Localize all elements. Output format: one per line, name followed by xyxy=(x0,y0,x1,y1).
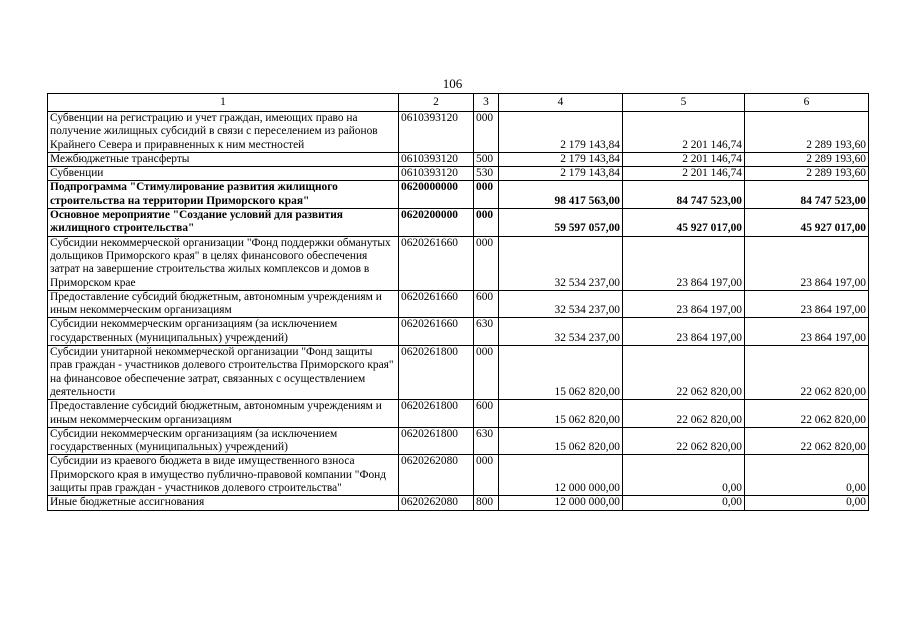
row-value-col6: 0,00 xyxy=(745,496,869,510)
row-code: 0610393120 xyxy=(399,112,474,153)
row-name: Иные бюджетные ассигнования xyxy=(48,496,399,510)
row-value-col5: 84 747 523,00 xyxy=(623,181,745,209)
row-value-col6: 2 289 193,60 xyxy=(745,152,869,166)
row-code: 0610393120 xyxy=(399,167,474,181)
row-expense-type: 000 xyxy=(474,346,499,400)
row-expense-type: 630 xyxy=(474,427,499,455)
row-expense-type: 000 xyxy=(474,455,499,496)
row-value-col4: 32 534 237,00 xyxy=(499,318,623,346)
row-value-col6: 84 747 523,00 xyxy=(745,181,869,209)
row-value-col4: 2 179 143,84 xyxy=(499,167,623,181)
row-value-col5: 0,00 xyxy=(623,496,745,510)
row-code: 0620261660 xyxy=(399,290,474,318)
table-row xyxy=(48,152,869,166)
row-name: Межбюджетные трансферты xyxy=(48,152,399,166)
row-value-col4: 15 062 820,00 xyxy=(499,346,623,400)
row-expense-type: 600 xyxy=(474,290,499,318)
row-value-col5: 22 062 820,00 xyxy=(623,346,745,400)
row-name: Субсидии некоммерческой организации "Фонд поддержки обманутых дольщиков Приморского края" в целях финансового обеспечения затрат на завершение строительства жилых комплексов и домов в Приморском крае xyxy=(48,236,399,290)
row-name: Основное мероприятие "Создание условий для развития жилищного строительства" xyxy=(48,209,399,237)
row-value-col5: 2 201 146,74 xyxy=(623,112,745,153)
row-code: 0620262080 xyxy=(399,496,474,510)
row-code: 0620262080 xyxy=(399,455,474,496)
row-name: Субвенции xyxy=(48,167,399,181)
row-value-col6: 22 062 820,00 xyxy=(745,400,869,428)
row-value-col5: 0,00 xyxy=(623,455,745,496)
row-value-col6: 23 864 197,00 xyxy=(745,318,869,346)
table-row xyxy=(48,346,869,400)
table-row xyxy=(48,236,869,290)
row-value-col5: 22 062 820,00 xyxy=(623,400,745,428)
row-expense-type: 800 xyxy=(474,496,499,510)
table-row xyxy=(48,318,869,346)
row-value-col5: 23 864 197,00 xyxy=(623,236,745,290)
row-code: 0620261800 xyxy=(399,346,474,400)
row-value-col6: 0,00 xyxy=(745,455,869,496)
header-col-3: 3 xyxy=(474,94,499,112)
row-value-col4: 15 062 820,00 xyxy=(499,400,623,428)
row-code: 0620000000 xyxy=(399,181,474,209)
row-expense-type: 000 xyxy=(474,236,499,290)
row-value-col5: 23 864 197,00 xyxy=(623,290,745,318)
header-col-2: 2 xyxy=(399,94,474,112)
row-expense-type: 500 xyxy=(474,152,499,166)
row-code: 0620200000 xyxy=(399,209,474,237)
row-name: Предоставление субсидий бюджетным, автономным учреждениям и иным некоммерческим организациям xyxy=(48,400,399,428)
row-value-col6: 22 062 820,00 xyxy=(745,427,869,455)
page-number: 106 xyxy=(442,76,463,91)
row-value-col4: 59 597 057,00 xyxy=(499,209,623,237)
table-row xyxy=(48,455,869,496)
header-col-4: 4 xyxy=(499,94,623,112)
row-expense-type: 000 xyxy=(474,209,499,237)
row-value-col5: 2 201 146,74 xyxy=(623,152,745,166)
row-value-col4: 12 000 000,00 xyxy=(499,455,623,496)
row-name: Предоставление субсидий бюджетным, автономным учреждениям и иным некоммерческим организациям xyxy=(48,290,399,318)
row-name: Субсидии некоммерческим организациям (за исключением государственных (муниципальных) учреждений) xyxy=(48,318,399,346)
row-value-col5: 2 201 146,74 xyxy=(623,167,745,181)
row-name: Субсидии из краевого бюджета в виде имущественного взноса Приморского края в имущество публично-правовой компании "Фонд защиты прав граждан - участников долевого строительства" xyxy=(48,455,399,496)
row-code: 0610393120 xyxy=(399,152,474,166)
table-row xyxy=(48,181,869,209)
table-row xyxy=(48,112,869,153)
row-value-col6: 2 289 193,60 xyxy=(745,167,869,181)
row-value-col5: 23 864 197,00 xyxy=(623,318,745,346)
row-value-col4: 2 179 143,84 xyxy=(499,112,623,153)
row-value-col6: 23 864 197,00 xyxy=(745,290,869,318)
row-value-col4: 32 534 237,00 xyxy=(499,236,623,290)
row-value-col6: 45 927 017,00 xyxy=(745,209,869,237)
row-value-col5: 22 062 820,00 xyxy=(623,427,745,455)
budget-table xyxy=(47,93,869,511)
header-col-5: 5 xyxy=(623,94,745,112)
header-row xyxy=(48,94,869,112)
row-value-col4: 98 417 563,00 xyxy=(499,181,623,209)
row-expense-type: 000 xyxy=(474,181,499,209)
row-value-col4: 15 062 820,00 xyxy=(499,427,623,455)
row-value-col4: 12 000 000,00 xyxy=(499,496,623,510)
row-expense-type: 600 xyxy=(474,400,499,428)
row-value-col4: 2 179 143,84 xyxy=(499,152,623,166)
table-row xyxy=(48,290,869,318)
table-row xyxy=(48,400,869,428)
header-col-1: 1 xyxy=(48,94,399,112)
row-value-col4: 32 534 237,00 xyxy=(499,290,623,318)
row-code: 0620261800 xyxy=(399,427,474,455)
row-value-col6: 23 864 197,00 xyxy=(745,236,869,290)
table-row xyxy=(48,427,869,455)
row-value-col6: 22 062 820,00 xyxy=(745,346,869,400)
row-code: 0620261660 xyxy=(399,318,474,346)
row-code: 0620261800 xyxy=(399,400,474,428)
row-code: 0620261660 xyxy=(399,236,474,290)
row-name: Субсидии некоммерческим организациям (за исключением государственных (муниципальных) учреждений) xyxy=(48,427,399,455)
row-name: Субвенции на регистрацию и учет граждан, имеющих право на получение жилищных субсидий в связи с переселением из районов Крайнего Севера и приравненных к ним местностей xyxy=(48,112,399,153)
row-expense-type: 630 xyxy=(474,318,499,346)
row-name: Субсидии унитарной некоммерческой организации "Фонд защиты прав граждан - участников долевого строительства Приморского края" на финансовое обеспечение затрат, связанных с осуществлением деятельности xyxy=(48,346,399,400)
row-value-col5: 45 927 017,00 xyxy=(623,209,745,237)
row-expense-type: 000 xyxy=(474,112,499,153)
table-row xyxy=(48,209,869,237)
row-expense-type: 530 xyxy=(474,167,499,181)
header-col-6: 6 xyxy=(745,94,869,112)
table-row xyxy=(48,167,869,181)
table-row xyxy=(48,496,869,510)
row-name: Подпрограмма "Стимулирование развития жилищного строительства на территории Приморского края" xyxy=(48,181,399,209)
row-value-col6: 2 289 193,60 xyxy=(745,112,869,153)
